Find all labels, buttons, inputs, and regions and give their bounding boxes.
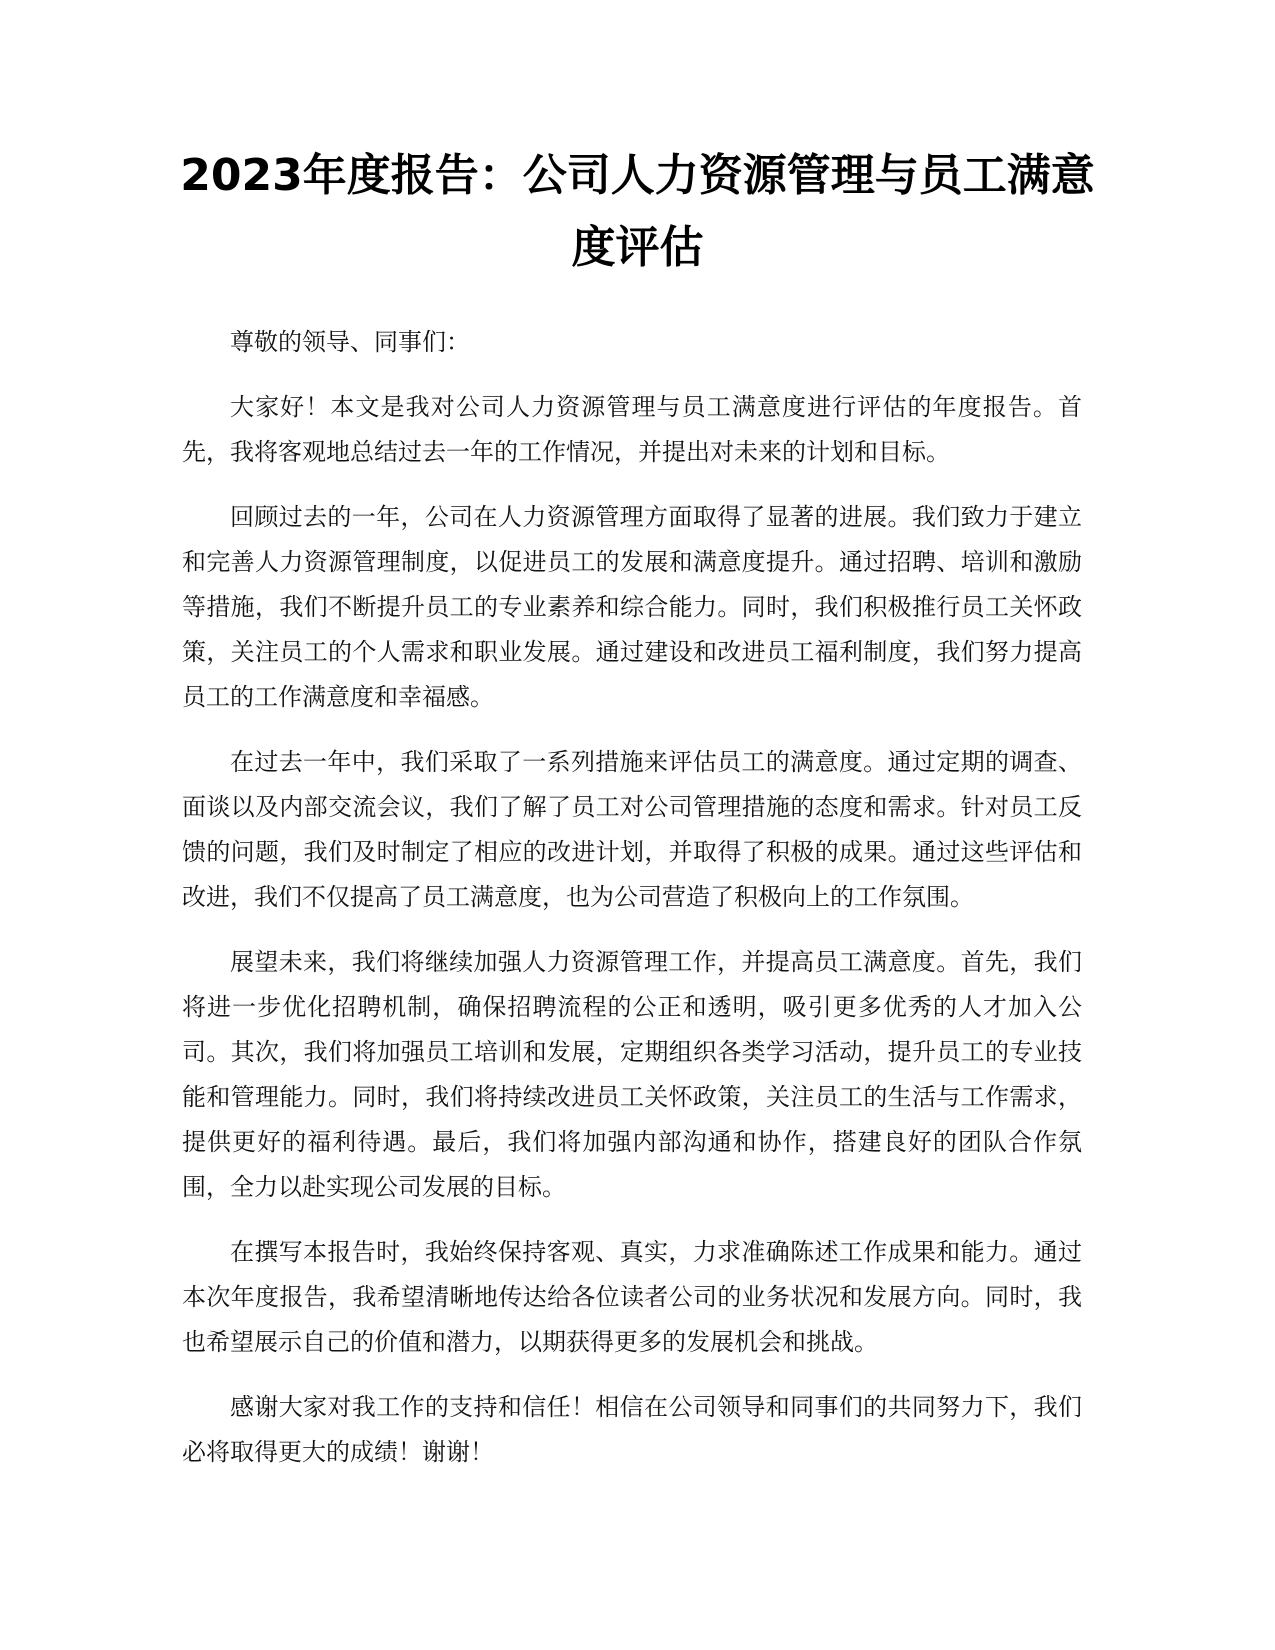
- intro-paragraph: 大家好！本文是我对公司人力资源管理与员工满意度进行评估的年度报告。首先，我将客观地总结过去一年的工作情况，并提出对未来的计划和目标。: [182, 393, 1082, 466]
- writing-note-paragraph: 在撰写本报告时，我始终保持客观、真实，力求准确陈述工作成果和能力。通过本次年度报告，我希望清晰地传达给各位读者公司的业务状况和发展方向。同时，我也希望展示自己的价值和潜力，以期获得更多的发展机会和挑战。: [182, 1238, 1082, 1356]
- document-title: 2023年度报告：公司人力资源管理与员工满意度评估: [180, 150, 1095, 273]
- review-paragraph: 回顾过去的一年，公司在人力资源管理方面取得了显著的进展。我们致力于建立和完善人力资源管理制度，以促进员工的发展和满意度提升。通过招聘、培训和激励等措施，我们不断提升员工的专业素养和综合能力。同时，我们积极推行员工关怀政策，关注员工的个人需求和职业发展。通过建设和改进员工福利制度，我们努力提高员工的工作满意度和幸福感。: [182, 503, 1082, 711]
- evaluation-paragraph: 在过去一年中，我们采取了一系列措施来评估员工的满意度。通过定期的调查、面谈以及内部交流会议，我们了解了员工对公司管理措施的态度和需求。针对员工反馈的问题，我们及时制定了相应的改进计划，并取得了积极的成果。通过这些评估和改进，我们不仅提高了员工满意度，也为公司营造了积极向上的工作氛围。: [182, 748, 1082, 911]
- outlook-paragraph: 展望未来，我们将继续加强人力资源管理工作，并提高员工满意度。首先，我们将进一步优化招聘机制，确保招聘流程的公正和透明，吸引更多优秀的人才加入公司。其次，我们将加强员工培训和发展，定期组织各类学习活动，提升员工的专业技能和管理能力。同时，我们将持续改进员工关怀政策，关注员工的生活与工作需求，提供更好的福利待遇。最后，我们将加强内部沟通和协作，搭建良好的团队合作氛围，全力以赴实现公司发展的目标。: [182, 948, 1082, 1201]
- closing-paragraph: 感谢大家对我工作的支持和信任！相信在公司领导和同事们的共同努力下，我们必将取得更大的成绩！谢谢！: [182, 1393, 1082, 1466]
- document-body: [182, 320, 1082, 1495]
- salutation-paragraph: 尊敬的领导、同事们：: [230, 328, 470, 356]
